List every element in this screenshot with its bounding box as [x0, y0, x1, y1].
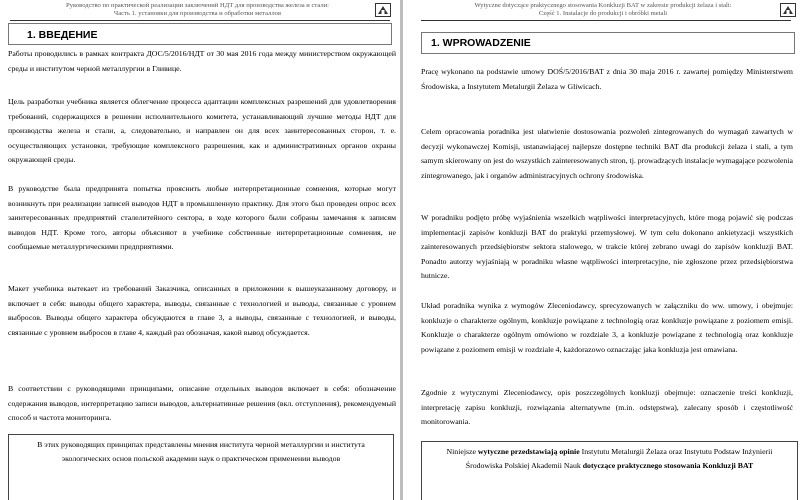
header-divider	[10, 20, 390, 21]
header-line-2: Часть 1. установки для производства и обработки металлов	[113, 10, 282, 17]
disclaimer-box	[421, 441, 798, 500]
disclaimer-bold-part: dotyczące praktycznego stosowania Konkluzji BAT	[582, 461, 754, 470]
polish-document-page	[403, 0, 800, 500]
section-title: 1. WPROWADZENIE	[431, 37, 531, 49]
paragraph: Макет учебника вытекает из требований Заказчика, описанных в приложении к вышеуказанному договору, и включает в себя: выводы общего характера, выводы, связанные с технологией и выводы, связанные с уровнем выбросов. Выводы общего характера обсуждаются в главе 3, а выводы, связанные с технологией, и выводы, связанные с уровнем выбросов в главе 4, каждый раз обозначая, какой вывод обсуждается.	[8, 284, 396, 337]
header-divider	[421, 20, 791, 21]
institute-logo-icon	[780, 3, 796, 17]
header-line-2: Część 1. Instalacje do produkcji i obróbki metali	[538, 10, 668, 17]
disclaimer-text-part: Instytutu Metalurgii Żelaza oraz Instytutu Podstaw Inżynierii Środowiska Polskiej Akademii Nauk	[465, 447, 773, 470]
paragraph: Работы проводились в рамках контракта ДОС/5/2016/НДТ от 30 мая 2016 года между министерством окружающей среды и институтом черной металлургии в Гливице.	[8, 49, 396, 73]
paragraph: Цель разработки учебника является облегчение процесса адаптации комплексных разрешений для удовлетворения требований, содержащихся в решении исполнительного комитета, устанавливающий лучшие методы НДТ для производства железа и стали, а, следовательно, и направлен он для всех заинтересованных сторон, т. е. осуществляющих установки, требующие комплексного разрешения, как и административных органов охраны окружающей среды.	[8, 97, 396, 164]
paragraph: В руководстве была предпринята попытка прояснить любые интерпретационные сомнения, которые могут возникнуть при реализации записей выводов НДТ в промышленную практику. Для этого был проведен опрос всех заинтересованных предприятий сталелитейного сектора, в ходе которого были собраны замечания к записям выводов НДТ. Кроме того, авторы объясняют в учебнике собственные интерпретационные сомнения, не сообщаемые металлургическими предприятиями.	[8, 184, 396, 251]
disclaimer-text-part: Niniejsze	[446, 447, 478, 456]
disclaimer-text: В этих руководящих принципах представлены мнения института черной металлургии и института экологических основ польской академии наук о практическом применении выводов	[37, 440, 365, 463]
paragraph: W poradniku podjęto próbę wyjaśnienia wszelkich wątpliwości interpretacyjnych, które mogą pojawić się podczas implementacji zapisów konkluzji BAT do praktyki przemysłowej. W tym celu dokonano ankietyzacji wszystkich zainteresowanych przedsiębiorstw sektora stalowego, w trakcie której zebrano uwagi do zapisów konkluzji BAT. Ponadto autorzy wyjaśniają w poradniku własne wątpliwości interpretacyjne, nie zgłoszone przez przedsiębiorstwa hutnicze.	[421, 213, 793, 280]
paragraph: Układ poradnika wynika z wymogów Zleceniodawcy, sprecyzowanych w załączniku do ww. umowy, i obejmuje: konkluzje o charakterze ogólnym, konkluzje powiązane z technologią oraz konkluzje powiązane z poziomem emisji. Konkluzje o charakterze ogólnym omówiono w rozdziale 3, a konkluzje powiązane z technologią oraz konkluzje powiązane z poziomem emisji w rozdziale 4, każdorazowo oznaczając jaka konkluzja jest omawiana.	[421, 301, 793, 354]
paragraph: Zgodnie z wytycznymi Zleceniodawcy, opis poszczególnych konkluzji obejmuje: oznaczenie treści konkluzji, interpretację zapisu konkluzji, rozwiązania alternatywne (m.in. odstępstwa), zalecany sposób i częstotliwość monitorowania.	[421, 388, 793, 426]
header-line-1: Wytyczne dotyczące praktycznego stosowania Konkluzji BAT w zakresie produkcji żelaza i stali:	[474, 2, 732, 9]
institute-logo-icon	[375, 3, 391, 17]
page-header	[443, 2, 763, 18]
paragraph: Pracę wykonano na podstawie umowy DOŚ/5/2016/BAT z dnia 30 maja 2016 r. zawartej pomiędzy Ministerstwem Środowiska, a Instytutem Metalurgii Żelaza w Gliwicach.	[421, 67, 793, 91]
page-header	[30, 2, 365, 18]
disclaimer-text	[422, 442, 797, 473]
header-line-1: Руководство по практической реализации заключений НДТ для производства железа и стали:	[66, 2, 329, 9]
section-title: 1. ВВЕДЕНИЕ	[27, 29, 98, 41]
paragraph: Celem opracowania poradnika jest ułatwienie dostosowania pozwoleń zintegrowanych do wymagań zawartych w decyzji wykonawczej Komisji, ustanawiającej najlepsze dostępne techniki BAT dla produkcji żelaza i stali, a tym samym skierowany on jest do wszystkich zainteresowanych stron, tj. prowadzących instalacje wymagające pozwolenia zintegrowanego, jak i organów administracyjnych ochrony środowiska.	[421, 127, 793, 180]
paragraph: В соответствии с руководящими принципами, описание отдельных выводов включает в себя: обозначение содержания выводов, интерпретацию записи выводов, альтернативные решения (вкл. отступления), рекомендуемый способ и частота мониторинга.	[8, 384, 396, 422]
disclaimer-bold-part: wytyczne przedstawiają opinie	[477, 447, 580, 456]
disclaimer-box	[8, 434, 394, 500]
